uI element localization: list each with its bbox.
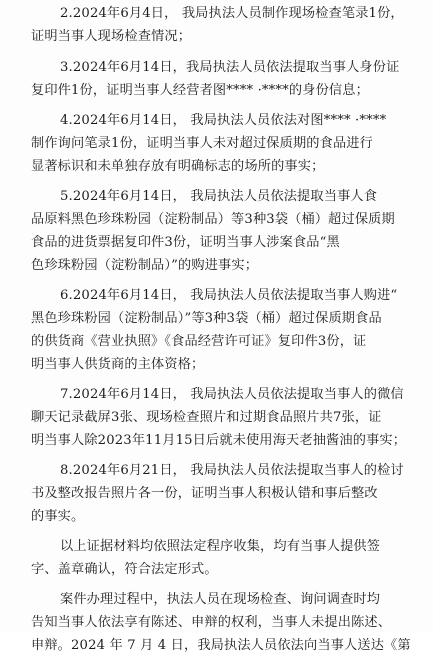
text-line: 8.2024年6月21日， 我局执法人员依法提取当事人的检讨 — [60, 463, 404, 478]
text-line: 7.2024年6月14日， 我局执法人员依法提取当事人的微信 — [60, 387, 404, 402]
text-line: 4.2024年6月14日， 我局执法人员依法对图**** ·**** — [60, 113, 387, 128]
text-line: 以上证据材料均依照法定程序收集，均有当事人提供签 — [60, 539, 381, 554]
text-line: 3.2024年6月14日，我局执法人员依法提取当事人身份证 — [60, 60, 400, 75]
text-line: 2.2024年6月4日， 我局执法人员制作现场检查笔录1份， — [60, 6, 404, 21]
text-line: 明当事人除2023年11月15日后就未使用海天老抽酱油的事实； — [31, 433, 407, 448]
text-line: 6.2024年6月14日， 我局执法人员依法提取当事人购进“ — [60, 288, 398, 303]
text-line: 明当事人供货商的主体资格； — [31, 357, 205, 372]
text-line: 聊天记录截屏3张、现场检查照片和过期食品照片共7张，证 — [31, 410, 382, 425]
text-line: 字、盖章确认，符合法定形式。 — [31, 562, 218, 577]
text-line: 色珍珠粉园（淀粉制品）”的购进事实； — [31, 258, 259, 273]
text-line: 食品的进货票据复印件3份，证明当事人涉案食品“黑 — [31, 235, 340, 250]
text-line: 的供货商《营业执照》《食品经营许可证》复印件3份，证 — [31, 334, 367, 349]
text-line: 申辩。2024 年 7 月 4 日，我局执法人员依法向当事人送达《第 — [31, 638, 411, 653]
text-line: 告知当事人依法享有陈述、申辩的权利，当事人未提出陈述、 — [31, 615, 392, 630]
text-line: 黑色珍珠粉园（淀粉制品）”等3种3袋（桶）超过保质期食品 — [31, 311, 382, 326]
text-line: 的事实。 — [31, 509, 85, 524]
text-line: 品原料黑色珍珠粉园（淀粉制品）等3种3袋（桶）超过保质期 — [31, 212, 395, 227]
text-line: 5.2024年6月14日， 我局执法人员依法提取当事人食 — [60, 189, 378, 204]
text-line: 书及整改报告照片各一份，证明当事人积极认错和事后整改 — [31, 486, 378, 501]
text-line: 制作询问笔录1份，证明当事人未对超过保质期的食品进行 — [31, 136, 373, 151]
text-line: 案件办理过程中，执法人员在现场检查、询问调查时均 — [60, 592, 381, 607]
text-line: 复印件1份，证明当事人经营者图**** ·****的身份信息； — [31, 83, 369, 98]
text-line: 证明当事人现场检查情况； — [31, 29, 192, 44]
text-line: 显著标识和未单独存放有明确标志的场所的事实； — [31, 159, 325, 174]
